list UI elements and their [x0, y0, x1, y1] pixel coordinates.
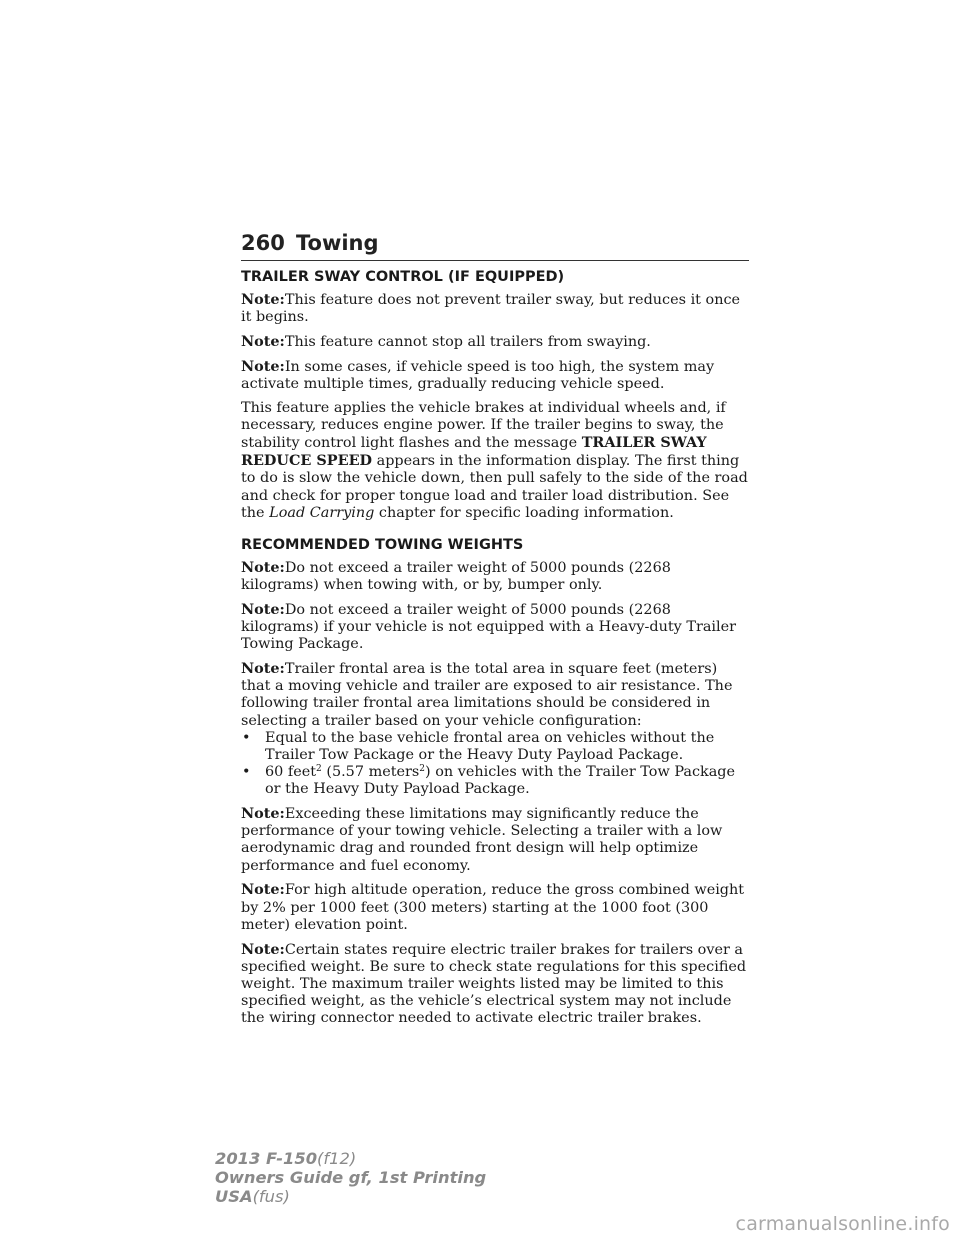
- note-label: Note:: [241, 332, 285, 350]
- note-label: Note:: [241, 558, 285, 576]
- sway-note-3: [241, 358, 751, 393]
- note-text: Trailer frontal area is the total area in square feet (meters) that a moving vehicle and trailer are exposed to air resistance. The following trailer frontal area limitations should be considered in selecting a trailer based on your vehicle configuration:: [241, 660, 733, 729]
- note-label: Note:: [241, 881, 285, 899]
- weights-note-3: [241, 660, 751, 730]
- body-text: chapter for specific loading information.: [378, 504, 674, 521]
- page-header: [241, 231, 749, 261]
- towing-weights-heading: RECOMMENDED TOWING WEIGHTS: [241, 536, 524, 553]
- watermark: carmanualsonline.info: [735, 1213, 950, 1235]
- note-text: Exceeding these limitations may significantly reduce the performance of your towing vehicle. Selecting a trailer with a low aerodynamic drag and rounded front design will help optimize performance and fuel economy.: [241, 806, 723, 874]
- sway-note-1: [241, 291, 751, 326]
- body-text: This feature applies the vehicle brakes at individual wheels and, if necessary, reduces engine power. If the trailer begins to sway, the stability control light flashes and the message: [241, 399, 726, 451]
- note-label: Note:: [241, 659, 285, 677]
- note-text: For high altitude operation, reduce the gross combined weight by 2% per 1000 feet (300 meters) starting at the 1000 foot (300 meter) elevation point.: [241, 882, 745, 933]
- note-text: This feature cannot stop all trailers from swaying.: [284, 333, 651, 350]
- weights-note-2: [241, 601, 751, 654]
- note-text: Certain states require electric trailer brakes for trailers over a specified weight. Be sure to check state regulations for this specified weight. The maximum trailer weights listed may be limited to this specified weight, as the vehicle’s electrical system may not include the wiring connector needed to activate electric trailer brakes.: [241, 941, 747, 1027]
- sway-body-paragraph: [241, 400, 751, 522]
- list-item: [241, 730, 751, 764]
- bullet-icon: •: [242, 764, 251, 781]
- footer-line-guide: Owners Guide gf, 1st Printing: [215, 1168, 487, 1187]
- superscript: 2: [419, 764, 426, 775]
- market-name: USA: [215, 1187, 253, 1206]
- chapter-reference: Load Carrying: [269, 504, 375, 521]
- header-divider: [241, 260, 749, 261]
- list-item-text: Equal to the base vehicle frontal area on vehicles without the Trailer Tow Package or the Heavy Duty Payload Package.: [265, 729, 715, 763]
- market-code: (fus): [252, 1187, 290, 1206]
- note-label: Note:: [241, 600, 285, 618]
- note-text: Do not exceed a trailer weight of 5000 pounds (2268 kilograms) when towing with, or by, bumper only.: [241, 559, 671, 594]
- weights-note-5: [241, 881, 751, 934]
- list-item-text: (5.57 meters: [321, 764, 420, 781]
- weights-note-4: [241, 805, 751, 875]
- superscript: 2: [316, 764, 322, 775]
- model-code: (f12): [317, 1149, 357, 1168]
- frontal-area-list: [241, 730, 751, 799]
- note-label: Note:: [241, 291, 285, 308]
- note-label: Note:: [241, 805, 285, 823]
- page-number: 260: [241, 231, 285, 255]
- list-item: [241, 764, 751, 798]
- note-text: In some cases, if vehicle speed is too high, the system may activate multiple times, gradually reducing vehicle speed.: [241, 358, 715, 392]
- note-label: Note:: [241, 940, 285, 958]
- weights-note-6: [241, 941, 751, 1028]
- weights-note-1: [241, 559, 751, 594]
- body-text: appears in the information display. The first thing to do is slow the vehicle down, then pull safely to the side of the road and check for proper tongue load and trailer load distribution. See the: [241, 453, 748, 521]
- footer-line-model: [215, 1149, 486, 1168]
- bullet-icon: •: [242, 729, 251, 746]
- footer-line-market: [215, 1187, 486, 1206]
- page-content: [241, 268, 751, 1034]
- list-item-text: 60 feet: [265, 764, 317, 781]
- section-title: Towing: [296, 231, 379, 255]
- trailer-sway-heading: TRAILER SWAY CONTROL (IF EQUIPPED): [241, 269, 565, 285]
- list-item-text: ) on vehicles with the Trailer Tow Package or the Heavy Duty Payload Package.: [265, 764, 736, 798]
- note-text: This feature does not prevent trailer sway, but reduces it once it begins.: [241, 292, 741, 326]
- sway-note-2: [241, 333, 751, 351]
- note-text: Do not exceed a trailer weight of 5000 pounds (2268 kilograms) if your vehicle is not equipped with a Heavy-duty Trailer Towing Package.: [241, 601, 737, 653]
- note-label: Note:: [241, 357, 285, 375]
- display-message: TRAILER SWAY REDUCE SPEED: [241, 433, 707, 470]
- print-footer: [215, 1149, 486, 1206]
- model-name: 2013 F-150: [215, 1149, 318, 1168]
